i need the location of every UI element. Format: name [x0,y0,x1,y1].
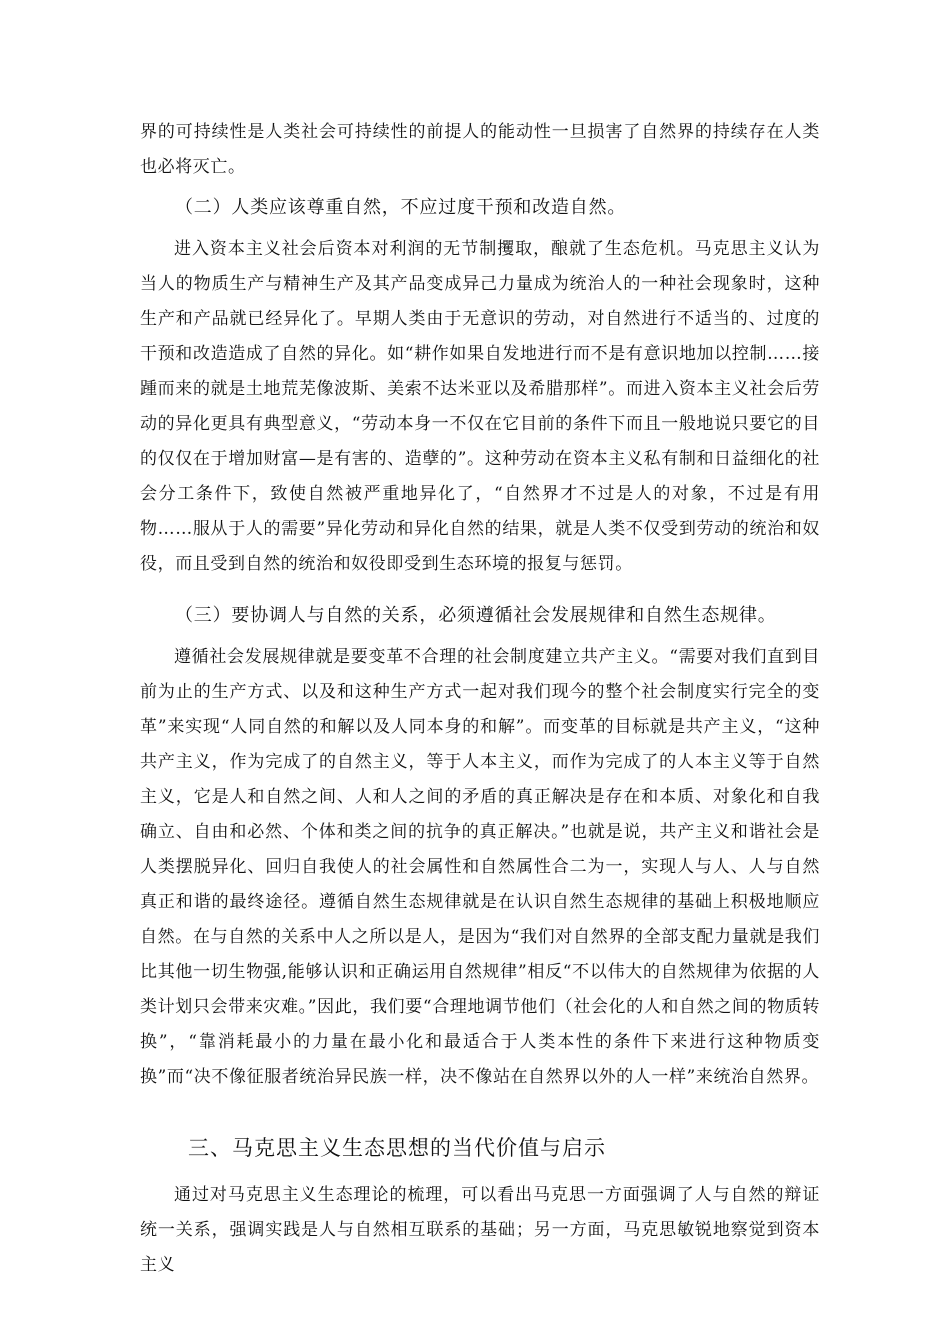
paragraph-contemporary-value: 通过对马克思主义生态理论的梳理，可以看出马克思一方面强调了人与自然的辩证统一关系，强调实践是人与自然相互联系的基础；另一方面，马克思敏锐地察觉到资本主义 [140,1185,820,1275]
paragraph-continuation: 界的可持续性是人类社会可持续性的前提人的能动性一旦损害了自然界的持续存在人类也必将灭亡。 [140,122,820,177]
subheading-coordinate-relations: （三）要协调人与自然的关系，必须遵循社会发展规律和自然生态规律。 [175,605,777,626]
paragraph-alienation: 进入资本主义社会后资本对利润的无节制攫取，酿就了生态危机。马克思主义认为当人的物质生产与精神生产及其产品变成异己力量成为统治人的一种社会现象时，这种生产和产品就已经异化了。早期人类由于无意识的劳动，对自然进行不适当的、过度的干预和改造造成了自然的异化。如“耕作如果自发地进行而不是有意识地加以控制……接踵而来的就是土地荒芜像波斯、美索不达米亚以及希腊那样”。而进入资本主义社会后劳动的异化更具有典型意义，“劳动本身一不仅在它目前的条件下而且一般地说只要它的目的仅仅在于增加财富—是有害的、造孽的”。这种劳动在资本主义私有制和日益细化的社会分工条件下，致使自然被严重地异化了，“自然界才不过是人的对象，不过是有用物……服从于人的需要”异化劳动和异化自然的结果，就是人类不仅受到劳动的统治和奴役，而且受到自然的统治和奴役即受到生态环境的报复与惩罚。 [140,239,820,574]
section-heading-contemporary-value: 三、马克思主义生态思想的当代价值与启示 [188,1136,606,1160]
paragraph-social-laws: 遵循社会发展规律就是要变革不合理的社会制度建立共产主义。“需要对我们直到目前为止的生产方式、以及和这种生产方式一起对我们现今的整个社会制度实行完全的变革”来实现“人同自然的和解以及人同本身的和解”。而变革的目标就是共产主义，“这种共产主义，作为完成了的自然主义，等于人本主义，而作为完成了的人本主义等于自然主义，它是人和自然之间、人和人之间的矛盾的真正解决是存在和本质、对象化和自我确立、自由和必然、个体和类之间的抗争的真正解决。”也就是说，共产主义和谐社会是人类摆脱异化、回归自我使人的社会属性和自然属性合二为一，实现人与人、人与自然真正和谐的最终途径。遵循自然生态规律就是在认识自然生态规律的基础上积极地顺应自然。在与自然的关系中人之所以是人，是因为“我们对自然界的全部支配力量就是我们比其他一切生物强,能够认识和正确运用自然规律”相反“不以伟大的自然规律为依据的人类计划只会带来灾难。”因此，我们要“合理地调节他们（社会化的人和自然之间的物质转换”，“靠消耗最小的力量在最小化和最适合于人类本性的条件下来进行这种物质变换”而“决不像征服者统治异民族一样，决不像站在自然界以外的人一样”来统治自然界。 [140,647,820,1087]
subheading-respect-nature: （二）人类应该尊重自然，不应过度干预和改造自然。 [175,197,627,218]
